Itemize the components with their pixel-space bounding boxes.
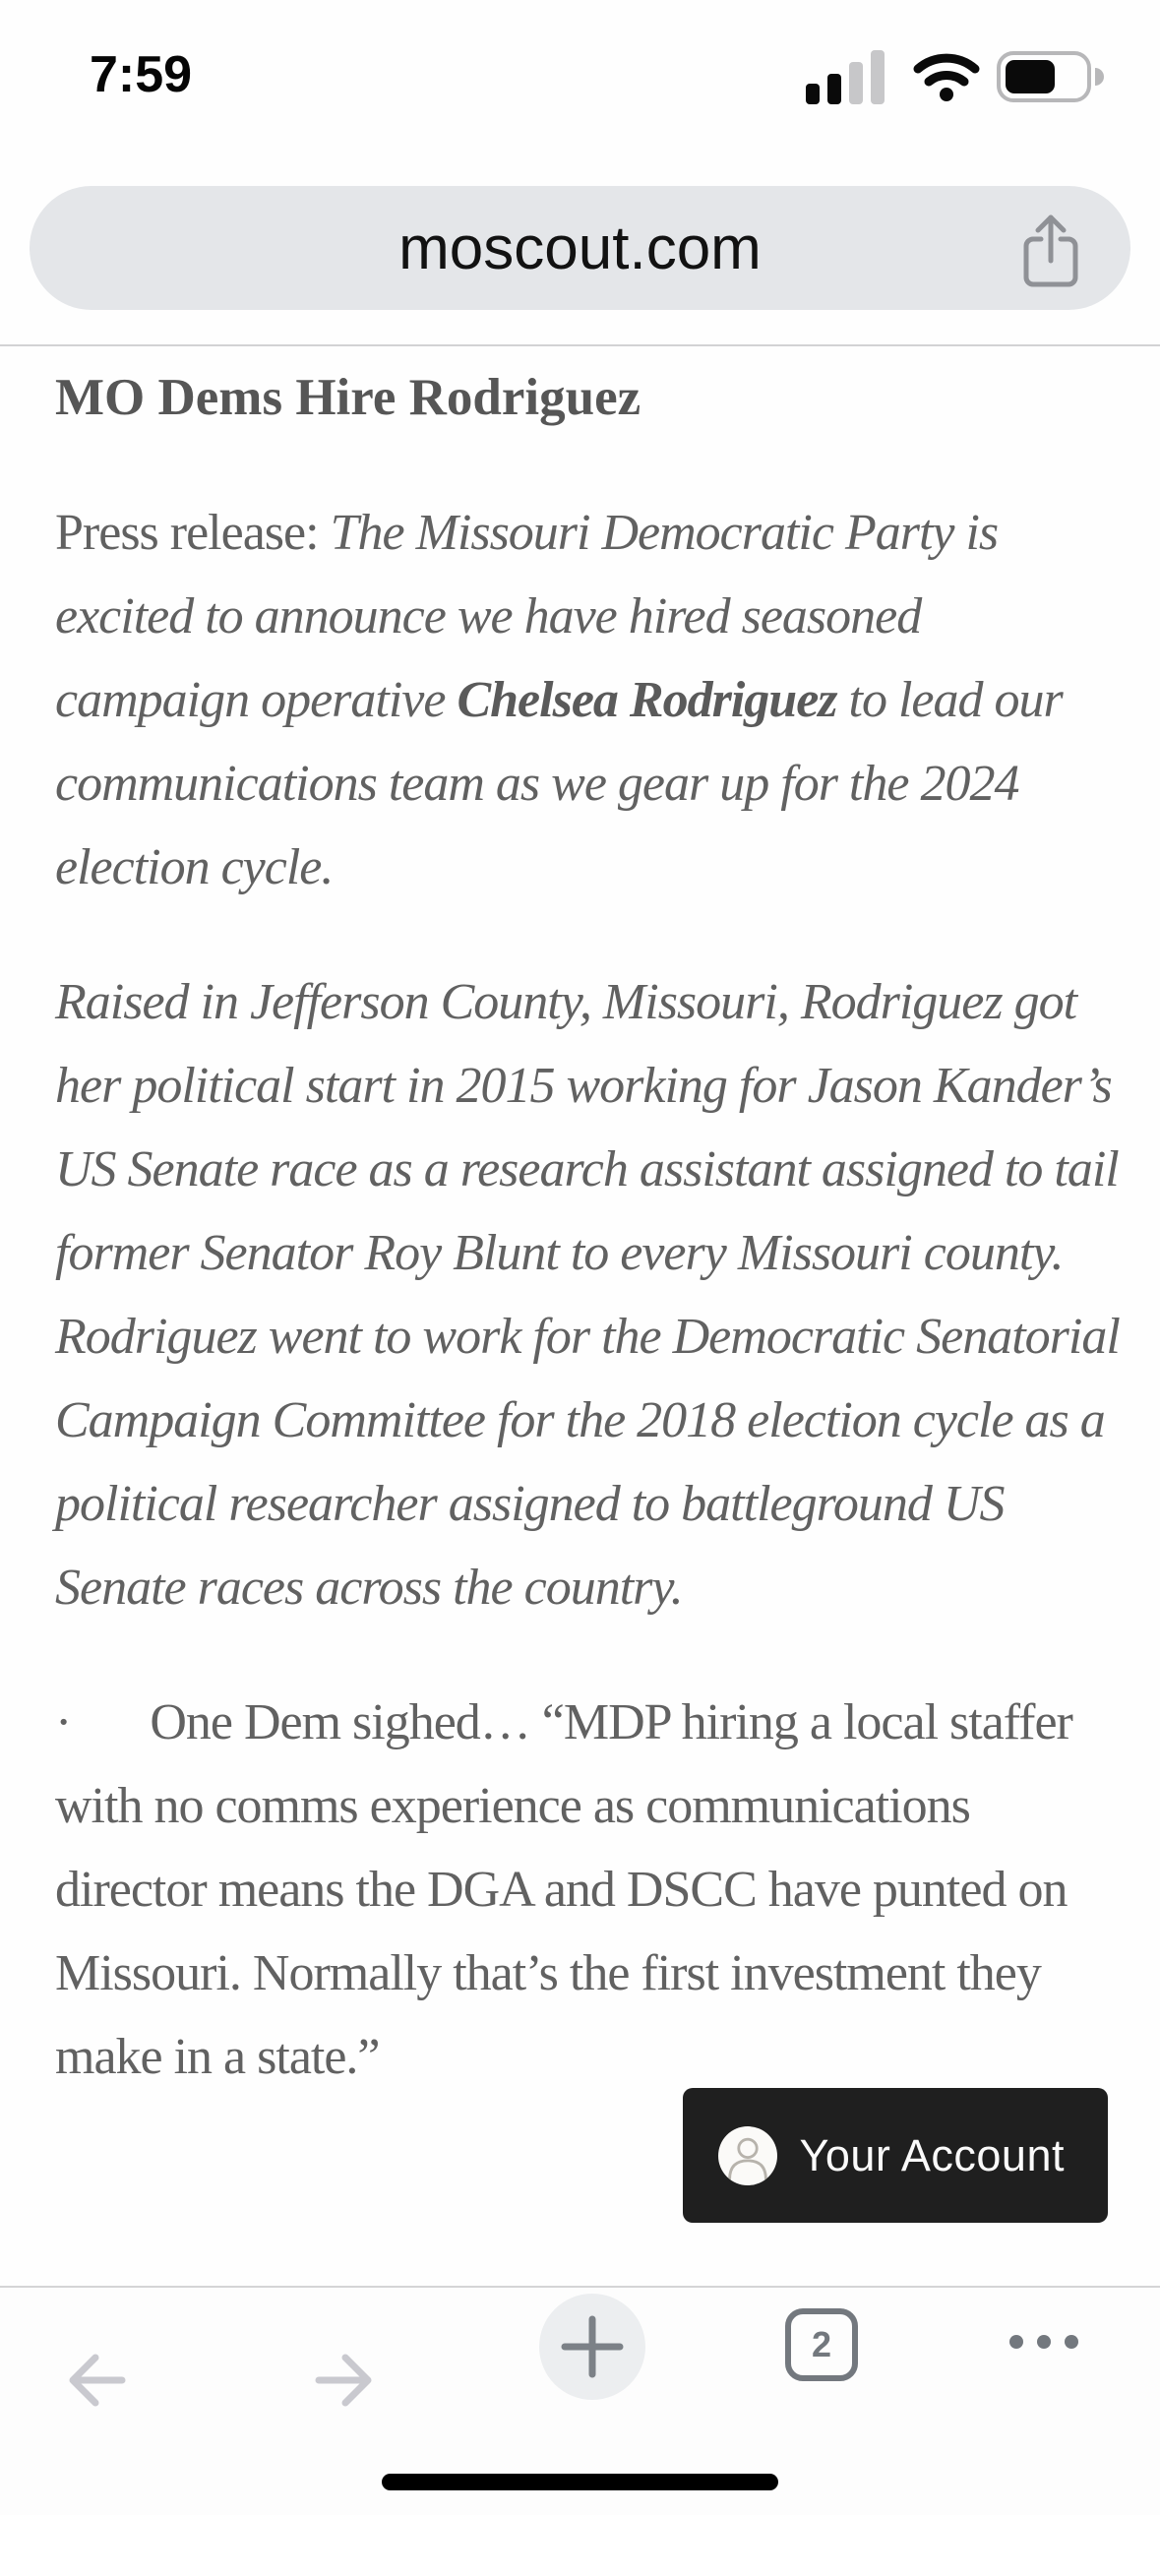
press-release-italic: The Missouri Democratic Party is excited to announce we have hired seasoned campaign operative [55, 505, 999, 728]
press-release-italic-2: to lead our communications team as we gear up for the 2024 election cycle. [55, 672, 1063, 895]
new-tab-plus-icon [539, 2294, 645, 2400]
your-account-label: Your Account [799, 2129, 1065, 2180]
paragraph-bio: Raised in Jefferson County, Missouri, Rodriguez got her political start in 2015 working for Jason Kander’s US Senate race as a research assistant assigned to tail former Senator Roy Blunt to every Missouri county. Rodriguez went to work for the Democratic Senatorial Campaign Committee for the 2018 election cycle as a political researcher assigned to battleground US Senate races across the country. [55, 974, 1120, 1616]
paragraph-quote [55, 1681, 1121, 2099]
press-release-name: Chelsea Rodriguez [457, 672, 837, 728]
more-ellipsis-icon [1009, 2335, 1078, 2349]
person-icon [718, 2126, 777, 2185]
wifi-icon [913, 52, 980, 106]
tabs-icon [785, 2308, 858, 2381]
share-icon[interactable] [1020, 212, 1081, 293]
forward-arrow-icon [311, 2347, 378, 2414]
toolbar-divider [0, 2286, 1160, 2288]
back-arrow-icon [63, 2347, 130, 2414]
tabs-button[interactable] [785, 2308, 858, 2538]
address-bar[interactable] [30, 186, 1130, 310]
paragraph-press-release [55, 491, 1121, 909]
back-button[interactable] [63, 2347, 130, 2576]
more-button[interactable] [1009, 2335, 1078, 2564]
url-text: moscout.com [398, 214, 762, 282]
your-account-button[interactable] [683, 2088, 1108, 2223]
press-release-prefix: Press release: [55, 505, 331, 561]
tab-count: 2 [811, 2324, 832, 2364]
article-heading: MO Dems Hire Rodriguez [55, 369, 641, 426]
article-content [0, 346, 1160, 2099]
home-indicator[interactable] [382, 2474, 778, 2490]
status-bar-icons [806, 49, 1105, 109]
cellular-signal-icon [806, 49, 896, 109]
status-bar-time: 7:59 [89, 46, 193, 103]
battery-icon [997, 51, 1105, 107]
bullet-point: · [55, 1694, 72, 1750]
forward-button[interactable] [311, 2347, 378, 2576]
quote-text: One Dem sighed… “MDP hiring a local staffer with no comms experience as communications director means the DGA and DSCC have punted on Missouri. Normally that’s the first investment they make in a state.” [55, 1694, 1072, 2085]
